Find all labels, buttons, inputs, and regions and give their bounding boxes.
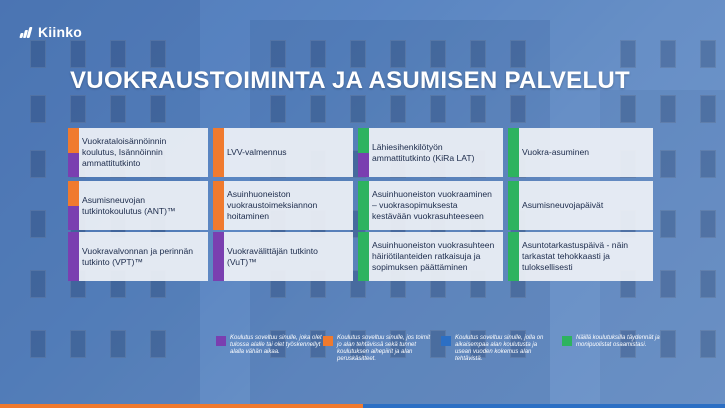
logo-text: Kiinko: [38, 24, 82, 40]
legend-item-blue: [441, 335, 550, 363]
window-shape: [620, 40, 636, 68]
course-card-text: Asuinhuoneiston vuokraustoimeksiannon hoitaminen: [227, 189, 318, 221]
bottom-color-bar: [0, 404, 725, 408]
window-shape: [150, 40, 166, 68]
course-card-text: Asumisneuvojan tutkintokoulutus (ANT)™: [82, 194, 176, 216]
course-card-text: Vuokra-asuminen: [522, 147, 590, 157]
course-card[interactable]: [68, 128, 208, 177]
level-stripe-green: [508, 232, 519, 281]
level-stripe-orange: [213, 128, 224, 177]
window-shape: [70, 330, 86, 358]
window-shape: [110, 330, 126, 358]
window-shape: [310, 95, 326, 123]
window-shape: [510, 40, 526, 68]
window-shape: [700, 150, 716, 178]
course-card[interactable]: [508, 128, 653, 177]
page-title: VUOKRAUSTOIMINTA JA ASUMISEN PALVELUT: [70, 67, 631, 94]
window-shape: [510, 95, 526, 123]
window-shape: [110, 40, 126, 68]
legend-item-purple: [216, 335, 325, 356]
level-stripe-green: [358, 232, 369, 281]
course-card[interactable]: [358, 232, 503, 281]
window-shape: [390, 40, 406, 68]
window-shape: [150, 330, 166, 358]
window-shape: [700, 40, 716, 68]
course-card[interactable]: [68, 232, 208, 281]
course-card-text: Vuokravälittäjän tutkinto (VuT)™: [227, 245, 318, 267]
course-card-text: Vuokravalvonnan ja perinnän tutkinto (VPT)™: [82, 245, 194, 267]
legend-swatch: [562, 336, 572, 346]
window-shape: [430, 40, 446, 68]
window-shape: [350, 40, 366, 68]
course-card[interactable]: [358, 128, 503, 177]
course-card[interactable]: [358, 181, 503, 230]
window-shape: [430, 95, 446, 123]
legend-item-orange: [323, 335, 432, 363]
kiinko-logo: [20, 24, 82, 40]
legend-swatch: [216, 336, 226, 346]
window-shape: [470, 40, 486, 68]
window-shape: [270, 95, 286, 123]
level-stripe-orange: [213, 181, 224, 230]
course-card-text: Asuinhuoneiston vuokrasuhteen häiriötilanteiden ratkaisuja ja sopimuksen päättäminen: [372, 240, 495, 272]
legend-text: Näillä koulutuksilla täydennät ja monipuolistat osaamistasi.: [576, 335, 660, 348]
legend-swatch: [323, 336, 333, 346]
course-card-text: Lähiesihenkilötyön ammattitutkinto (KiRa LAT): [372, 141, 475, 163]
window-shape: [660, 210, 676, 238]
window-shape: [270, 40, 286, 68]
level-stripe-purple: [213, 232, 224, 281]
window-shape: [660, 95, 676, 123]
course-card-text: Asuntotarkastuspäivä - näin tarkastat tehokkaasti ja tuloksellisesti: [522, 240, 629, 272]
window-shape: [30, 330, 46, 358]
window-shape: [30, 150, 46, 178]
window-shape: [30, 95, 46, 123]
window-shape: [660, 40, 676, 68]
window-shape: [700, 95, 716, 123]
window-shape: [350, 95, 366, 123]
window-shape: [390, 95, 406, 123]
legend-swatch: [441, 336, 451, 346]
level-stripe-orange: [68, 181, 79, 206]
legend-text: Koulutus soveltuu sinulle, jolla on aikaisempaa alan koulutusta ja usean vuoden kokemus alan tehtävistä.: [455, 335, 544, 362]
window-shape: [30, 40, 46, 68]
course-card[interactable]: [213, 232, 353, 281]
window-shape: [150, 95, 166, 123]
window-shape: [30, 270, 46, 298]
logo-bars-icon: [20, 26, 34, 38]
legend-text: Koulutus soveltuu sinulle, jos toimit jo alan tehtävissä sekä tunnet koulutuksen aihepiirit ja alan peruskäsitteet.: [337, 335, 431, 362]
level-stripe-purple: [68, 153, 79, 178]
level-stripe-green: [358, 128, 369, 153]
window-shape: [470, 95, 486, 123]
window-shape: [70, 40, 86, 68]
window-shape: [70, 95, 86, 123]
course-card-text: LVV-valmennus: [227, 147, 287, 157]
window-shape: [700, 270, 716, 298]
course-card-text: Vuokrataloisännöinnin koulutus, Isännöinnin ammattitutkinto: [82, 136, 167, 168]
course-card[interactable]: [213, 128, 353, 177]
window-shape: [700, 330, 716, 358]
window-shape: [30, 210, 46, 238]
legend-text: Koulutus soveltuu sinulle, joka olet tulossa alalle tai olet työskennellyt alalla vähän aikaa.: [230, 335, 322, 355]
window-shape: [310, 40, 326, 68]
window-shape: [660, 150, 676, 178]
course-card[interactable]: [508, 232, 653, 281]
level-stripe-green: [358, 181, 369, 230]
level-stripe-purple: [358, 153, 369, 178]
level-stripe-purple: [68, 232, 79, 281]
window-shape: [620, 95, 636, 123]
course-card[interactable]: [68, 181, 208, 230]
course-card-text: Asuinhuoneiston vuokraaminen – vuokrasopimuksesta kestävään vuokrasuhteeseen: [372, 189, 492, 221]
window-shape: [660, 270, 676, 298]
level-stripe-green: [508, 181, 519, 230]
course-card[interactable]: [508, 181, 653, 230]
course-card-text: Asumisneuvojapäivät: [522, 200, 604, 210]
course-card[interactable]: [213, 181, 353, 230]
window-shape: [110, 95, 126, 123]
window-shape: [700, 210, 716, 238]
level-stripe-orange: [68, 128, 79, 153]
level-stripe-green: [508, 128, 519, 177]
legend-item-green: [562, 335, 671, 349]
level-stripe-purple: [68, 206, 79, 231]
